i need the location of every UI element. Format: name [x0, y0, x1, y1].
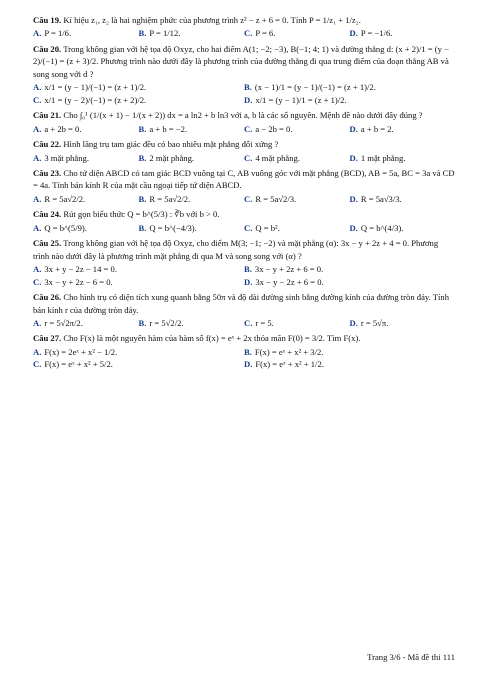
answer-option[interactable] — [33, 346, 244, 358]
answer-option[interactable] — [33, 81, 244, 93]
question-22 — [33, 138, 455, 164]
option-label: C. — [33, 94, 42, 105]
answer-options — [33, 123, 455, 135]
answer-option[interactable] — [244, 263, 455, 275]
question-text: Cho hình trụ có diện tích xung quanh bằng 50π và độ dài đường sinh bằng đường kính của đường tròn đáy. Tính bán kính r của đường tròn đáy. — [33, 292, 450, 315]
option-text: R = 5a√2/3. — [255, 193, 297, 204]
option-label: B. — [138, 123, 147, 134]
question-number: Câu 22. — [33, 139, 62, 150]
answer-option[interactable] — [244, 123, 350, 135]
answer-option[interactable] — [244, 152, 350, 164]
option-label: C. — [33, 276, 42, 287]
option-text: a + b = 2. — [360, 123, 394, 134]
answer-option[interactable] — [244, 346, 455, 358]
option-text: Q = b^(4/3). — [360, 222, 404, 233]
question-number: Câu 26. — [33, 292, 62, 303]
answer-option[interactable] — [244, 317, 350, 329]
answer-options — [33, 263, 455, 288]
question-text: Hình lăng trụ tam giác đều có bao nhiêu mặt phẳng đối xứng ? — [63, 139, 279, 150]
answer-option[interactable] — [33, 94, 244, 106]
option-text: Q = b^(5/9). — [44, 222, 87, 233]
option-text: a + 2b = 0. — [44, 123, 82, 134]
question-24 — [33, 208, 455, 234]
option-text: r = 5√π. — [360, 317, 389, 328]
option-text: 3x + y − 2z − 14 = 0. — [44, 264, 117, 275]
option-text: 3 mặt phẳng. — [44, 152, 89, 163]
option-text: (x − 1)/1 = (y − 1)/(−1) = (z + 1)/2. — [254, 82, 376, 93]
option-label: D. — [244, 276, 253, 287]
answer-option[interactable] — [33, 123, 139, 135]
option-label: A. — [33, 193, 42, 204]
question-number: Câu 19. — [33, 15, 62, 25]
option-text: P = 6. — [255, 28, 276, 39]
question-number: Câu 21. — [33, 110, 62, 121]
option-label: B. — [244, 346, 252, 357]
option-label: B. — [138, 222, 147, 233]
question-text: Cho tứ diện ABCD có tam giác BCD vuông tại C, AB vuông góc với mặt phẳng (BCD), AB = 5a, BC = 3a và CD = 4a. Tính bán kính R của mặt cầu ngoại tiếp tứ diện ABCD. — [33, 167, 455, 191]
answer-option[interactable] — [33, 317, 139, 329]
option-label: B. — [138, 317, 147, 328]
question-text: Cho ∫₀¹ (1/(x + 1) − 1/(x + 2)) dx = a ln2 + b ln3 với a, b là các số nguyên. Mệnh đề nào dưới đây đúng ? — [63, 110, 423, 121]
answer-option[interactable] — [350, 152, 456, 164]
answer-options — [33, 346, 455, 371]
option-label: B. — [138, 28, 147, 39]
option-label: A. — [33, 264, 42, 275]
option-label: A. — [33, 152, 42, 163]
option-text: x/1 = (y − 1)/1 = (z + 1)/2. — [255, 94, 347, 105]
option-label: D. — [244, 94, 253, 105]
option-text: P = 1/6. — [44, 28, 72, 39]
question-stem — [33, 208, 455, 220]
question-20 — [33, 43, 455, 106]
question-stem — [33, 332, 455, 344]
option-text: P = 1/12. — [149, 28, 181, 39]
option-label: D. — [349, 152, 358, 163]
answer-option[interactable] — [244, 358, 455, 370]
option-label: D. — [349, 222, 358, 233]
option-label: A. — [33, 28, 42, 39]
option-label: C. — [33, 359, 42, 370]
option-label: C. — [244, 193, 253, 204]
question-number: Câu 25. — [33, 238, 62, 249]
question-26 — [33, 291, 455, 329]
answer-options — [33, 152, 455, 164]
question-23 — [33, 167, 455, 205]
question-stem — [33, 43, 455, 80]
question-text: Trong không gian với hệ tọa độ Oxyz, cho hai điểm A(1; −2; −3), B(−1; 4; 1) và đường thẳng d: (x + 2)/1 = (y − 2)/(−1) = (z + 3)/2. Phương trình nào dưới đây là phương trình của đường thẳng đi qua trung điểm của đoạn thẳng AB và song song với d ? — [33, 43, 449, 79]
answer-option[interactable] — [139, 123, 245, 135]
answer-option[interactable] — [139, 152, 245, 164]
option-text: F(x) = eˣ + x² + 5/2. — [44, 359, 113, 370]
option-label: C. — [244, 317, 253, 328]
answer-option[interactable] — [139, 193, 245, 205]
option-label: B. — [138, 193, 147, 204]
answer-option[interactable] — [350, 193, 456, 205]
option-text: 3x − y + 2z − 6 = 0. — [44, 276, 113, 287]
answer-options — [33, 222, 455, 234]
answer-option[interactable] — [33, 263, 244, 275]
option-text: R = 5a√2/2. — [149, 193, 191, 204]
option-text: R = 5a√3/3. — [360, 193, 402, 204]
question-stem — [33, 14, 455, 26]
question-number: Câu 23. — [33, 167, 62, 178]
question-text: Rút gọn biểu thức Q = b^(5/3) : ∛b với b > 0. — [63, 209, 220, 220]
answer-option[interactable] — [350, 317, 456, 329]
question-number: Câu 27. — [33, 333, 62, 344]
answer-option[interactable] — [244, 94, 455, 106]
answer-option[interactable] — [33, 193, 139, 205]
option-text: 4 mặt phẳng. — [255, 152, 300, 163]
option-text: x/1 = (y − 2)/(−1) = (z + 2)/2. — [44, 94, 147, 105]
question-text: Trong không gian với hệ tọa độ Oxyz, cho điểm M(3; −1; −2) và mặt phẳng (α): 3x − y + 2z + 4 = 0. Phương trình nào dưới đây là phương trình mặt phẳng đi qua M và song song với (α) ? — [33, 238, 439, 261]
option-text: P = −1/6. — [360, 28, 393, 39]
option-label: D. — [349, 193, 358, 204]
option-text: 3x − y − 2z + 6 = 0. — [255, 276, 324, 287]
question-number: Câu 20. — [33, 43, 62, 54]
question-number: Câu 24. — [33, 209, 62, 220]
option-label: B. — [244, 82, 252, 93]
question-stem — [33, 237, 455, 262]
option-label: C. — [244, 152, 253, 163]
option-label: A. — [33, 123, 42, 134]
answer-option[interactable] — [139, 317, 245, 329]
option-text: F(x) = eˣ + x² + 3/2. — [254, 346, 324, 357]
answer-options — [33, 193, 455, 205]
option-text: r = 5. — [255, 317, 274, 328]
option-text: 3x − y + 2z + 6 = 0. — [254, 264, 324, 275]
answer-option[interactable] — [244, 81, 455, 93]
question-21 — [33, 109, 455, 135]
question-25 — [33, 237, 455, 288]
question-stem — [33, 291, 455, 316]
answer-option[interactable] — [33, 222, 139, 234]
answer-option[interactable] — [33, 27, 139, 39]
option-text: Q = b². — [255, 222, 280, 233]
answer-option[interactable] — [244, 222, 350, 234]
option-label: D. — [349, 28, 358, 39]
answer-options — [33, 27, 455, 39]
option-text: Q = b^(−4/3). — [149, 222, 197, 233]
option-text: r = 5√2/2. — [149, 317, 184, 328]
question-27 — [33, 332, 455, 370]
answer-option[interactable] — [139, 222, 245, 234]
option-text: 2 mặt phẳng. — [149, 152, 195, 163]
option-text: 1 mặt phẳng. — [360, 152, 406, 163]
answer-option[interactable] — [33, 358, 244, 370]
option-text: F(x) = eˣ + x² + 1/2. — [255, 359, 324, 370]
option-text: a − 2b = 0. — [255, 123, 293, 134]
answer-options — [33, 81, 455, 106]
answer-option[interactable] — [244, 27, 350, 39]
answer-options — [33, 317, 455, 329]
option-label: D. — [349, 123, 358, 134]
option-label: B. — [138, 152, 147, 163]
answer-option[interactable] — [350, 123, 456, 135]
answer-option[interactable] — [350, 27, 456, 39]
option-label: D. — [349, 317, 358, 328]
option-label: A. — [33, 222, 42, 233]
page-footer: Trang 3/6 - Mã đề thi 111 — [367, 652, 455, 662]
question-list — [33, 14, 455, 371]
answer-option[interactable] — [139, 27, 245, 39]
option-label: B. — [244, 264, 252, 275]
question-stem — [33, 109, 455, 121]
option-label: A. — [33, 317, 42, 328]
answer-option[interactable] — [33, 276, 244, 288]
option-label: C. — [244, 28, 253, 39]
option-label: A. — [33, 346, 42, 357]
option-text: F(x) = 2eˣ + x² − 1/2. — [44, 346, 118, 357]
option-text: a + b = −2. — [149, 123, 188, 134]
answer-option[interactable] — [350, 222, 456, 234]
question-text: Cho F(x) là một nguyên hàm của hàm số f(x) = eˣ + 2x thỏa mãn F(0) = 3/2. Tìm F(x). — [63, 333, 361, 344]
option-label: C. — [244, 222, 253, 233]
question-stem — [33, 138, 455, 150]
answer-option[interactable] — [244, 276, 455, 288]
option-text: r = 5√2π/2. — [44, 317, 83, 328]
option-text: R = 5a√2/2. — [44, 193, 86, 204]
question-text: Kí hiệu z₁, z₂ là hai nghiệm phức của phương trình z² − z + 6 = 0. Tính P = 1/z₁ + 1/z₂. — [63, 15, 361, 25]
option-text: x/1 = (y − 1)/(−1) = (z + 1)/2. — [44, 82, 147, 93]
option-label: D. — [244, 359, 253, 370]
option-label: C. — [244, 123, 253, 134]
question-19 — [33, 14, 455, 40]
question-stem — [33, 167, 455, 192]
answer-option[interactable] — [244, 193, 350, 205]
option-label: A. — [33, 82, 42, 93]
answer-option[interactable] — [33, 152, 139, 164]
